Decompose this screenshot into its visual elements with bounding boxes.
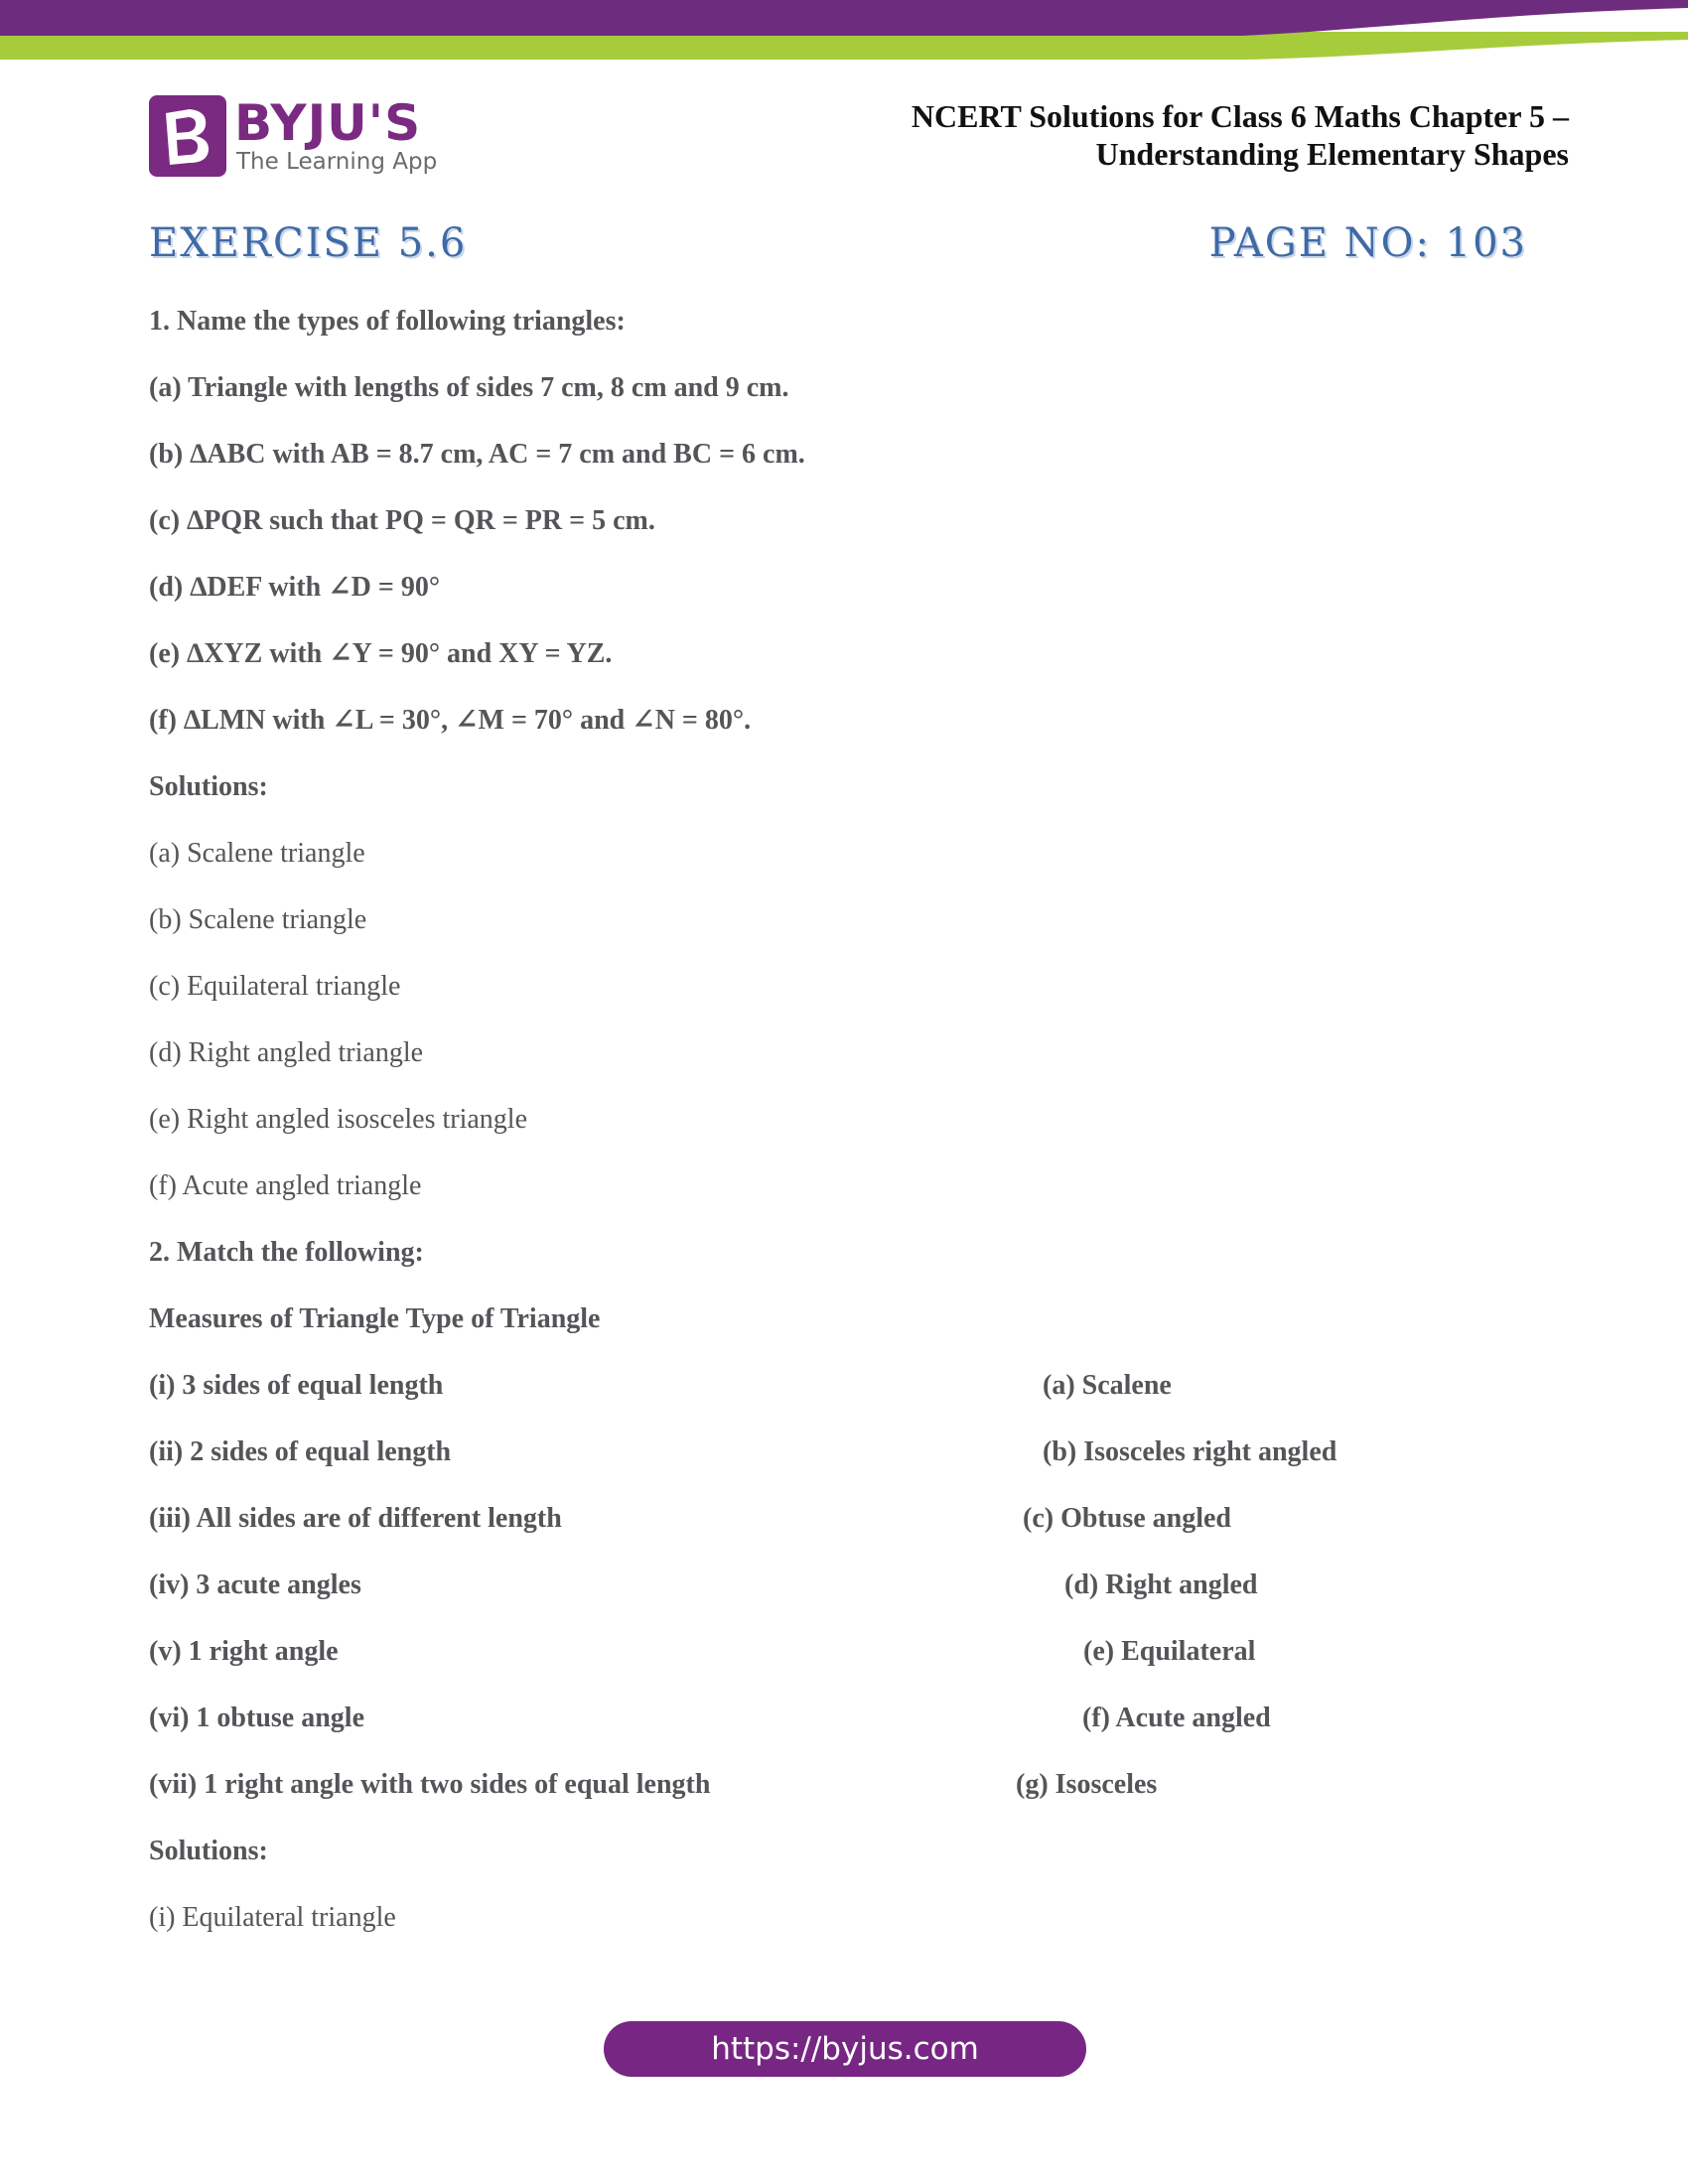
solutions-label: Solutions: xyxy=(149,1836,268,1866)
title-line-1: NCERT Solutions for Class 6 Maths Chapter 5 – xyxy=(911,98,1569,134)
question-2: 2. Match the following: xyxy=(149,1237,424,1268)
match-right-item: (a) Scalene xyxy=(1043,1370,1172,1401)
match-right-item: (g) Isosceles xyxy=(1016,1769,1158,1800)
question-1-part: (f) ∆LMN with ∠L = 30°, ∠M = 70° and ∠N = 80°. xyxy=(149,705,752,736)
match-right-item: (c) Obtuse angled xyxy=(1023,1503,1231,1534)
document-title xyxy=(675,97,1569,173)
question-1-answer: (f) Acute angled triangle xyxy=(149,1170,422,1201)
match-row xyxy=(149,1761,1559,1828)
match-right-item: (b) Isosceles right angled xyxy=(1043,1436,1337,1467)
website-link[interactable] xyxy=(604,2021,1086,2077)
match-left-item: (vi) 1 obtuse angle xyxy=(149,1703,364,1733)
match-left-item: (v) 1 right angle xyxy=(149,1636,339,1667)
match-left-item: (ii) 2 sides of equal length xyxy=(149,1436,452,1467)
match-left-item: (vii) 1 right angle with two sides of equal length xyxy=(149,1769,711,1800)
match-row xyxy=(149,1362,1559,1429)
document-body xyxy=(149,298,1559,1961)
match-row xyxy=(149,1429,1559,1495)
match-right-item: (e) Equilateral xyxy=(1083,1636,1256,1667)
question-1-part: (e) ∆XYZ with ∠Y = 90° and XY = YZ. xyxy=(149,638,613,669)
match-row xyxy=(149,1628,1559,1695)
header-color-bands xyxy=(0,0,1688,64)
question-1-answer: (d) Right angled triangle xyxy=(149,1037,424,1068)
match-row xyxy=(149,1695,1559,1761)
question-1-answer: (a) Scalene triangle xyxy=(149,838,365,869)
logo-name: BYJU'S xyxy=(234,94,422,152)
match-right-item: (f) Acute angled xyxy=(1082,1703,1271,1733)
question-1-part: (d) ∆DEF with ∠D = 90° xyxy=(149,572,441,603)
match-left-item: (iii) All sides are of different length xyxy=(149,1503,562,1534)
question-1-part: (c) ∆PQR such that PQ = QR = PR = 5 cm. xyxy=(149,505,655,536)
question-1-answer: (c) Equilateral triangle xyxy=(149,971,401,1002)
match-left-item: (iv) 3 acute angles xyxy=(149,1570,361,1600)
solutions-label: Solutions: xyxy=(149,771,268,802)
logo-b-icon xyxy=(149,95,226,177)
match-left-item: (i) 3 sides of equal length xyxy=(149,1370,444,1401)
question-1-answer: (b) Scalene triangle xyxy=(149,904,367,935)
question-1-part: (b) ∆ABC with AB = 8.7 cm, AC = 7 cm and BC = 6 cm. xyxy=(149,439,805,470)
match-row xyxy=(149,1562,1559,1628)
match-table-header: Measures of Triangle Type of Triangle xyxy=(149,1303,601,1334)
question-1-part: (a) Triangle with lengths of sides 7 cm, 8 cm and 9 cm. xyxy=(149,372,789,403)
byjus-logo xyxy=(149,95,437,177)
exercise-heading: EXERCISE 5.6 xyxy=(149,220,468,266)
title-line-2: Understanding Elementary Shapes xyxy=(1095,136,1569,172)
question-2-answer: (i) Equilateral triangle xyxy=(149,1902,396,1933)
match-right-item: (d) Right angled xyxy=(1064,1570,1258,1600)
match-row xyxy=(149,1495,1559,1562)
website-url[interactable]: https://byjus.com xyxy=(711,2031,979,2067)
question-1: 1. Name the types of following triangles: xyxy=(149,306,626,337)
page-number-heading: PAGE NO: 103 xyxy=(1208,220,1527,266)
question-1-answer: (e) Right angled isosceles triangle xyxy=(149,1104,527,1135)
logo-tagline: The Learning App xyxy=(236,149,438,175)
